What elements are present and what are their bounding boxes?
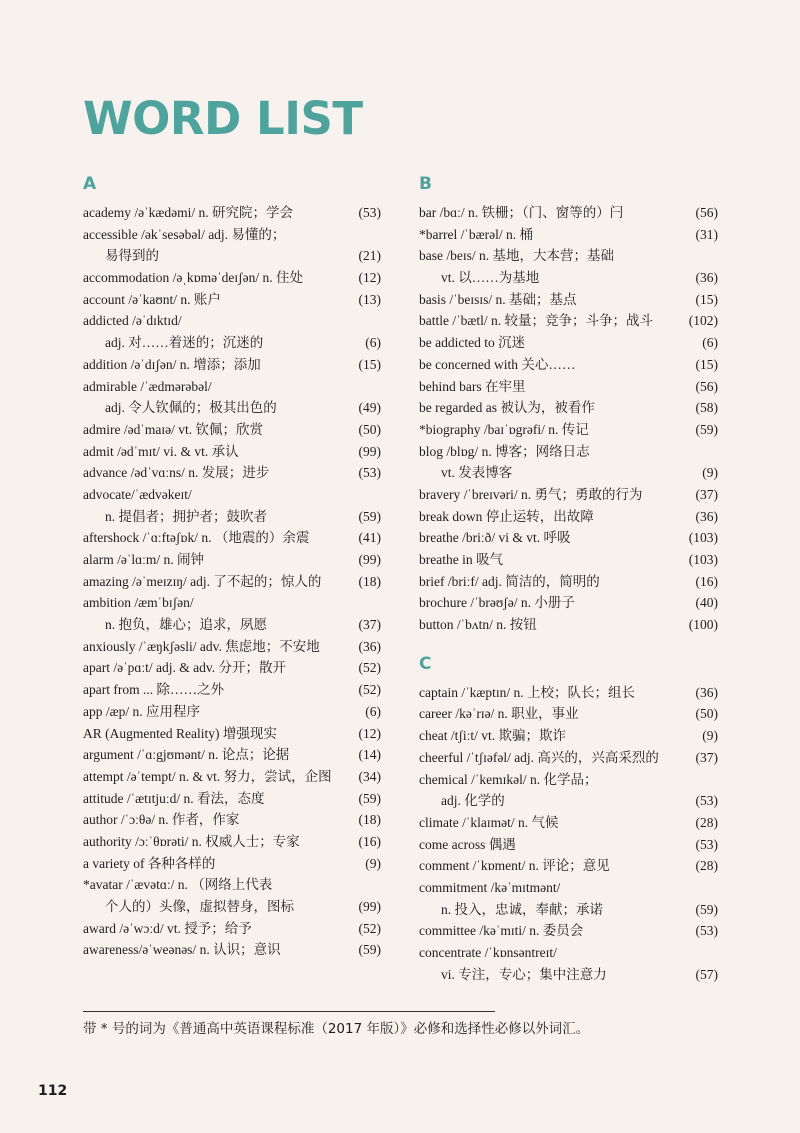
entry-line: [83, 723, 381, 745]
entry-line: [419, 877, 718, 899]
entry-text: brochure /ˈbrəʊʃə/ n. 小册子: [419, 595, 575, 611]
entry-line: [83, 636, 381, 658]
entry-page-ref: (53): [695, 793, 718, 809]
word-entry: [419, 614, 718, 636]
entry-text: admit /ədˈmɪt/ vi. & vt. 承认: [83, 443, 239, 459]
entry-line: [419, 397, 718, 419]
word-entry: [83, 831, 381, 853]
entry-line: [419, 747, 718, 769]
entry-text: button /ˈbʌtn/ n. 按钮: [419, 617, 537, 633]
entry-line: [83, 918, 381, 940]
word-entry: [83, 679, 381, 701]
entry-text: authority /ɔːˈθɒrəti/ n. 权威人士；专家: [83, 833, 300, 849]
word-entry: [83, 224, 381, 267]
entry-page-ref: (53): [358, 465, 381, 481]
entry-page-ref: (13): [358, 291, 381, 307]
entry-line: [419, 202, 718, 224]
entry-page-ref: (21): [358, 248, 381, 264]
entry-line: [419, 812, 718, 834]
entry-text: account /əˈkaʊnt/ n. 账户: [83, 291, 221, 307]
entry-page-ref: (14): [358, 747, 381, 763]
entry-page-ref: (58): [695, 400, 718, 416]
word-entry: [419, 592, 718, 614]
entry-continuation-line: [83, 614, 381, 636]
entry-text: comment /ˈkɒment/ n. 评论；意见: [419, 858, 610, 874]
footnote: 带 * 号的词为《普通高中英语课程标准（2017 年版）》必修和选择性必修以外词汇。: [83, 1021, 590, 1037]
entry-continuation-line: [419, 964, 718, 986]
word-entry: [83, 701, 381, 723]
entry-text: come across 偶遇: [419, 836, 516, 852]
word-entry: [419, 812, 718, 834]
entry-page-ref: (37): [358, 617, 381, 633]
entry-line: [419, 441, 718, 463]
entry-line: [83, 549, 381, 571]
entry-line: [419, 506, 718, 528]
word-entry: [83, 441, 381, 463]
word-entry: [83, 809, 381, 831]
entry-text: cheat /tʃiːt/ vt. 欺骗；欺诈: [419, 728, 566, 744]
entry-text: n. 抱负，雄心；追求，夙愿: [105, 617, 267, 633]
entry-line: [83, 571, 381, 593]
entry-line: [83, 354, 381, 376]
word-entry: [419, 571, 718, 593]
entry-page-ref: (34): [358, 768, 381, 784]
word-entry: [419, 877, 718, 920]
word-entry: [419, 834, 718, 856]
entry-text: commitment /kəˈmɪtmənt/: [419, 879, 561, 895]
entry-page-ref: (28): [695, 858, 718, 874]
entry-text: breathe in 吸气: [419, 552, 503, 567]
entry-page-ref: (9): [365, 855, 381, 871]
entry-text: adj. 化学的: [441, 793, 505, 809]
entry-text: be regarded as 被认为，被看作: [419, 400, 595, 416]
word-entry: [419, 920, 718, 942]
word-entry: [83, 289, 381, 311]
entry-page-ref: (12): [358, 270, 381, 286]
entry-continuation-line: [83, 896, 381, 918]
word-entry: [83, 202, 381, 224]
entry-page-ref: (99): [358, 899, 381, 914]
entry-line: [419, 769, 718, 791]
entry-text: AR (Augmented Reality) 增强现实: [83, 725, 277, 741]
entry-text: behind bars 在牢里: [419, 378, 526, 394]
word-entry: [419, 354, 718, 376]
entry-page-ref: (102): [688, 313, 718, 329]
entry-page-ref: (18): [358, 812, 381, 828]
word-entry: [419, 549, 718, 571]
entry-text: academy /əˈkædəmi/ n. 研究院；学会: [83, 205, 293, 220]
entry-line: [83, 441, 381, 463]
section-c-entries: [419, 682, 718, 986]
entry-line: [83, 701, 381, 723]
entry-line: [419, 614, 718, 636]
word-entry: [83, 571, 381, 593]
entry-text: aftershock /ˈɑːftəʃɒk/ n. （地震的）余震: [83, 530, 310, 546]
entry-line: [419, 942, 718, 964]
word-entry: [419, 419, 718, 441]
entry-line: [83, 202, 381, 224]
word-entry: [83, 918, 381, 940]
word-entry: [419, 703, 718, 725]
entry-text: app /æp/ n. 应用程序: [83, 703, 200, 719]
entry-page-ref: (52): [358, 660, 381, 676]
entry-page-ref: (50): [358, 421, 381, 437]
entry-page-ref: (57): [695, 966, 718, 982]
entry-text: breathe /briːð/ vi & vt. 呼吸: [419, 530, 571, 546]
entry-page-ref: (36): [695, 684, 718, 700]
entry-continuation-line: [83, 506, 381, 528]
word-entry: [83, 853, 381, 875]
word-list-column-left: [83, 172, 381, 961]
entry-text: vt. 以……为基地: [441, 270, 540, 286]
entry-page-ref: (37): [695, 749, 718, 765]
entry-line: [83, 853, 381, 875]
entry-text: blog /blɒg/ n. 博客；网络日志: [419, 443, 590, 459]
entry-page-ref: (15): [695, 291, 718, 307]
word-entry: [419, 506, 718, 528]
word-entry: [419, 245, 718, 288]
word-entry: [83, 788, 381, 810]
entry-text: apart from ... 除……之外: [83, 682, 224, 698]
word-entry: [83, 723, 381, 745]
entry-page-ref: (28): [695, 814, 718, 830]
entry-line: [83, 657, 381, 679]
entry-page-ref: (40): [695, 595, 718, 611]
entry-page-ref: (36): [695, 508, 718, 524]
entry-page-ref: (6): [702, 335, 718, 351]
word-entry: [419, 289, 718, 311]
entry-line: [419, 376, 718, 398]
entry-line: [419, 592, 718, 614]
word-entry: [83, 267, 381, 289]
entry-line: [83, 744, 381, 766]
word-entry: [83, 766, 381, 788]
entry-text: be concerned with 关心……: [419, 356, 576, 372]
word-entry: [419, 942, 718, 985]
entry-page-ref: (56): [695, 378, 718, 394]
entry-text: bravery /ˈbreɪvəri/ n. 勇气；勇敢的行为: [419, 486, 643, 502]
word-entry: [83, 484, 381, 527]
entry-line: [419, 484, 718, 506]
word-entry: [83, 744, 381, 766]
entry-text: n. 提倡者；拥护者；鼓吹者: [105, 508, 267, 524]
word-entry: [83, 462, 381, 484]
entry-line: [419, 834, 718, 856]
entry-text: advance /ədˈvɑːns/ n. 发展；进步: [83, 465, 270, 481]
entry-line: [83, 224, 381, 246]
entry-continuation-line: [419, 790, 718, 812]
entry-text: bar /bɑː/ n. 铁栅；（门、窗等的）闩: [419, 205, 624, 220]
word-entry: [419, 484, 718, 506]
word-entry: [419, 310, 718, 332]
entry-text: break down 停止运转，出故障: [419, 508, 594, 524]
word-entry: [83, 939, 381, 961]
word-entry: [419, 224, 718, 246]
entry-page-ref: (36): [695, 270, 718, 286]
entry-page-ref: (52): [358, 920, 381, 936]
entry-page-ref: (36): [358, 638, 381, 654]
entry-text: *avatar /ˈævətɑː/ n. （网络上代表: [83, 877, 273, 893]
entry-line: [83, 592, 381, 614]
entry-line: [419, 682, 718, 704]
entry-line: [83, 809, 381, 831]
entry-line: [83, 376, 381, 398]
entry-text: basis /ˈbeɪsɪs/ n. 基础；基点: [419, 291, 577, 307]
entry-page-ref: (9): [702, 728, 718, 744]
entry-line: [83, 939, 381, 961]
entry-line: [419, 310, 718, 332]
entry-text: vi. 专注，专心；集中注意力: [441, 966, 607, 982]
entry-line: [83, 831, 381, 853]
entry-line: [83, 310, 381, 332]
page-number: 112: [38, 1083, 68, 1099]
word-entry: [419, 769, 718, 812]
entry-line: [419, 354, 718, 376]
entry-line: [419, 527, 718, 549]
entry-text: career /kəˈrɪə/ n. 职业，事业: [419, 706, 579, 722]
entry-line: [83, 289, 381, 311]
entry-text: apart /əˈpɑːt/ adj. & adv. 分开；散开: [83, 660, 287, 676]
entry-text: concentrate /ˈkɒnsəntreɪt/: [419, 945, 557, 960]
entry-page-ref: (100): [688, 617, 718, 633]
section-letter-b: B: [419, 174, 432, 194]
word-entry: [419, 441, 718, 484]
entry-text: adj. 对……着迷的；沉迷的: [105, 335, 264, 351]
word-entry: [83, 527, 381, 549]
entry-text: addition /əˈdɪʃən/ n. 增添；添加: [83, 356, 261, 372]
entry-text: n. 投入，忠诚，奉献；承诺: [441, 901, 603, 917]
entry-text: addicted /əˈdɪktɪd/: [83, 313, 182, 329]
entry-page-ref: (53): [695, 923, 718, 939]
entry-page-ref: (52): [358, 682, 381, 698]
entry-line: [419, 855, 718, 877]
entry-text: award /əˈwɔːd/ vt. 授予；给予: [83, 920, 252, 936]
entry-text: 易得到的: [105, 248, 159, 264]
entry-page-ref: (99): [358, 552, 381, 567]
entry-text: captain /ˈkæptɪn/ n. 上校；队长；组长: [419, 684, 635, 700]
entry-page-ref: (103): [688, 552, 718, 567]
word-entry: [419, 527, 718, 549]
entry-text: attitude /ˈætɪtjuːd/ n. 看法，态度: [83, 790, 265, 806]
entry-page-ref: (53): [695, 836, 718, 852]
entry-line: [419, 289, 718, 311]
entry-page-ref: (59): [358, 508, 381, 524]
entry-text: adj. 令人钦佩的；极其出色的: [105, 400, 277, 416]
section-b-entries: [419, 202, 718, 636]
entry-page-ref: (49): [358, 400, 381, 416]
entry-text: *barrel /ˈbærəl/ n. 桶: [419, 226, 533, 242]
entry-page-ref: (6): [365, 703, 381, 719]
entry-line: [83, 267, 381, 289]
entry-text: admire /ədˈmaɪə/ vt. 钦佩；欣赏: [83, 421, 263, 437]
word-entry: [419, 397, 718, 419]
entry-page-ref: (59): [358, 790, 381, 806]
entry-text: chemical /ˈkemɪkəl/ n. 化学品；: [419, 771, 598, 787]
page-title: WORD LIST: [83, 92, 363, 145]
word-entry: [419, 747, 718, 769]
entry-page-ref: (41): [358, 530, 381, 546]
word-list-column-right: [419, 172, 718, 985]
entry-text: argument /ˈɑːgjʊmənt/ n. 论点；论据: [83, 747, 290, 763]
word-entry: [83, 592, 381, 635]
entry-continuation-line: [419, 462, 718, 484]
section-letter-c: C: [419, 653, 432, 674]
entry-page-ref: (15): [695, 356, 718, 372]
word-entry: [419, 202, 718, 224]
entry-line: [419, 549, 718, 571]
entry-continuation-line: [83, 397, 381, 419]
word-entry: [419, 376, 718, 398]
entry-text: anxiously /ˈæŋkʃəsli/ adv. 焦虑地；不安地: [83, 638, 320, 654]
entry-text: *biography /baɪˈɒgrəfi/ n. 传记: [419, 421, 589, 437]
entry-text: base /beɪs/ n. 基地，大本营；基础: [419, 248, 614, 264]
word-entry: [83, 636, 381, 658]
entry-page-ref: (12): [358, 725, 381, 741]
entry-line: [83, 788, 381, 810]
entry-text: climate /ˈklaɪmət/ n. 气候: [419, 814, 559, 830]
entry-continuation-line: [83, 332, 381, 354]
entry-line: [83, 679, 381, 701]
entry-line: [419, 224, 718, 246]
entry-text: vt. 发表博客: [441, 465, 513, 481]
entry-text: accessible /əkˈsesəbəl/ adj. 易懂的；: [83, 226, 286, 242]
word-entry: [83, 310, 381, 353]
entry-page-ref: (56): [695, 205, 718, 220]
entry-page-ref: (6): [365, 335, 381, 351]
word-entry: [83, 419, 381, 441]
entry-page-ref: (37): [695, 486, 718, 502]
entry-text: a variety of 各种各样的: [83, 855, 216, 871]
entry-text: alarm /əˈlɑːm/ n. 闹钟: [83, 552, 205, 567]
entry-text: be addicted to 沉迷: [419, 335, 526, 351]
entry-page-ref: (53): [358, 205, 381, 220]
entry-line: [83, 527, 381, 549]
entry-page-ref: (9): [702, 465, 718, 481]
entry-page-ref: (16): [695, 573, 718, 589]
entry-page-ref: (59): [358, 942, 381, 958]
entry-line: [419, 419, 718, 441]
word-entry: [83, 354, 381, 376]
entry-text: battle /ˈbætl/ n. 较量；竞争；斗争；战斗: [419, 313, 653, 329]
entry-text: admirable /ˈædmərəbəl/: [83, 378, 212, 394]
section-a-entries: [83, 202, 381, 961]
word-entry: [83, 657, 381, 679]
word-entry: [83, 376, 381, 419]
word-entry: [419, 725, 718, 747]
entry-line: [419, 571, 718, 593]
entry-text: cheerful /ˈtʃɪəfəl/ adj. 高兴的，兴高采烈的: [419, 749, 659, 765]
entry-text: accommodation /əˌkɒməˈdeɪʃən/ n. 住处: [83, 270, 303, 286]
word-entry: [83, 549, 381, 571]
word-entry: [419, 855, 718, 877]
entry-page-ref: (31): [695, 226, 718, 242]
word-entry: [83, 874, 381, 917]
entry-line: [83, 462, 381, 484]
section-letter-a: A: [83, 174, 97, 194]
entry-page-ref: (59): [695, 901, 718, 917]
entry-line: [83, 484, 381, 506]
entry-text: advocate/ˈædvəkeɪt/: [83, 486, 192, 502]
entry-text: ambition /æmˈbɪʃən/: [83, 595, 194, 611]
entry-page-ref: (59): [695, 421, 718, 437]
entry-text: committee /kəˈmɪti/ n. 委员会: [419, 923, 584, 939]
entry-line: [419, 725, 718, 747]
entry-line: [83, 874, 381, 896]
entry-line: [419, 920, 718, 942]
entry-page-ref: (18): [358, 573, 381, 589]
entry-page-ref: (103): [688, 530, 718, 546]
entry-continuation-line: [419, 899, 718, 921]
word-entry: [419, 682, 718, 704]
word-entry: [419, 332, 718, 354]
entry-line: [419, 245, 718, 267]
entry-line: [419, 703, 718, 725]
entry-line: [83, 766, 381, 788]
entry-text: amazing /əˈmeɪzɪŋ/ adj. 了不起的；惊人的: [83, 573, 322, 589]
entry-page-ref: (15): [358, 356, 381, 372]
entry-page-ref: (99): [358, 443, 381, 459]
entry-text: 个人的）头像，虚拟替身，图标: [105, 899, 294, 914]
entry-page-ref: (50): [695, 706, 718, 722]
entry-text: awareness/əˈweənəs/ n. 认识；意识: [83, 942, 281, 958]
entry-continuation-line: [419, 267, 718, 289]
footnote-divider: [83, 1011, 495, 1012]
entry-line: [83, 419, 381, 441]
entry-text: author /ˈɔːθə/ n. 作者，作家: [83, 812, 240, 828]
entry-line: [419, 332, 718, 354]
entry-continuation-line: [83, 245, 381, 267]
entry-text: attempt /əˈtempt/ n. & vt. 努力，尝试，企图: [83, 768, 332, 784]
entry-page-ref: (16): [358, 833, 381, 849]
entry-text: brief /briːf/ adj. 简洁的，简明的: [419, 573, 600, 589]
